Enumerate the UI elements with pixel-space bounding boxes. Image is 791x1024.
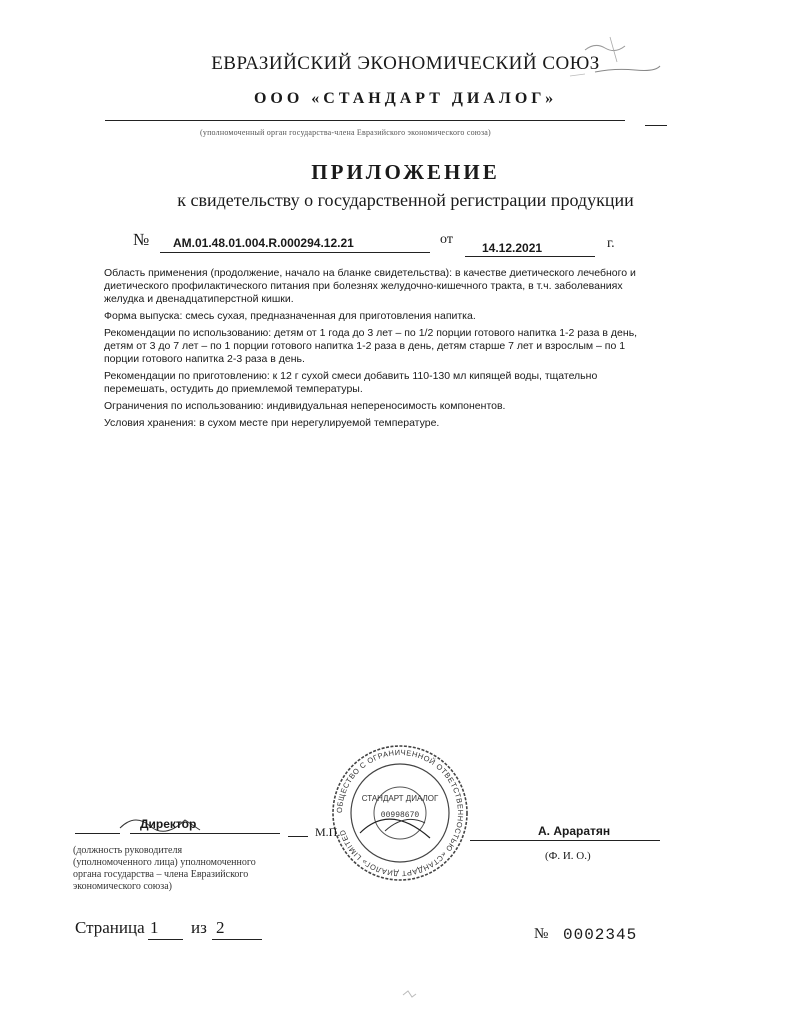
company-name: ООО «СТАНДАРТ ДИАЛОГ» — [253, 90, 558, 107]
seal-center-text: СТАНДАРТ ДИАЛОГ — [361, 794, 439, 803]
header-rule-left — [105, 120, 215, 121]
registration-number-rule — [160, 252, 430, 253]
position-caption-line-4: экономического союза) — [73, 881, 172, 892]
appendix-body — [104, 267, 649, 434]
signatory-name: А. Араратян — [538, 824, 611, 838]
union-heading: ЕВРАЗИЙСКИЙ ЭКОНОМИЧЕСКИЙ СОЮЗ — [211, 53, 600, 74]
issuing-body-caption: (уполномоченный орган государства-члена Евразийского экономического союза) — [200, 128, 491, 137]
page-of-label: из — [191, 918, 207, 937]
scan-smudge — [400, 985, 420, 1005]
fio-caption: (Ф. И. О.) — [545, 850, 591, 862]
year-suffix: г. — [607, 236, 615, 251]
official-seal — [330, 743, 470, 883]
registration-number: AM.01.48.01.004.R.000294.12.21 — [173, 236, 354, 250]
page-current: 1 — [150, 918, 159, 937]
registration-date-rule — [465, 256, 595, 257]
page-total: 2 — [216, 918, 225, 937]
preparation-paragraph: Рекомендации по приготовлению: к 12 г сухой смеси добавить 110-130 мл кипящей воды, тщательно перемешать, остудить до приемлемой температуры. — [104, 370, 598, 395]
page-label: Страница — [75, 918, 145, 937]
date-from-label: от — [440, 232, 453, 247]
form-paragraph: Форма выпуска: смесь сухая, предназначенная для приготовления напитка. — [104, 310, 476, 322]
serial-number: 0002345 — [563, 926, 638, 944]
registration-date: 14.12.2021 — [482, 241, 543, 255]
page-current-rule — [148, 939, 183, 940]
usage-paragraph: Рекомендации по использованию: детям от 1 года до 3 лет – по 1/2 порции готового напитка 1-2 раза в день, детям от 3 до 7 лет – по 1 порции готового напитка 1-2 раза в день, детям старше 7 лет и взрослым – по 1 порции готового напитка 2-3 раза в день. — [104, 327, 638, 365]
seal-code: 00998670 — [380, 811, 420, 820]
document-subtitle: к свидетельству о государственной регистрации продукции — [177, 190, 634, 210]
storage-paragraph: Условия хранения: в сухом месте при нерегулируемой температуре. — [104, 417, 440, 429]
name-rule — [470, 840, 660, 841]
header-rule-main — [215, 120, 625, 121]
document-title: ПРИЛОЖЕНИЕ — [311, 160, 500, 184]
stamp-place-label: М.П. — [315, 825, 341, 839]
restrictions-paragraph: Ограничения по использованию: индивидуальная непереносимость компонентов. — [104, 400, 506, 412]
page-total-rule — [212, 939, 262, 940]
scope-paragraph: Область применения (продолжение, начало на бланке свидетельства): в качестве диетического лечебного и диетического профилактического питания при болезнях желудочно-кишечного тракта, в т.ч. заболеваниях желудка и двенадцатиперстной кишки. — [104, 267, 636, 305]
position-caption-line-1: (должность руководителя — [73, 845, 183, 856]
position-rule — [130, 833, 280, 834]
signature-rule — [288, 836, 308, 837]
seal-outer-text: ОБЩЕСТВО С ОГРАНИЧЕННОЙ ОТВЕТСТВЕННОСТЬЮ «СТАНДАРТ ДИАЛОГ» LIMITED — [334, 747, 466, 879]
number-sign: № — [133, 230, 150, 249]
position-caption-line-3: органа государства – члена Евразийского — [73, 869, 249, 880]
serial-number-sign: № — [534, 926, 549, 942]
position-caption-line-2: (уполномоченного лица) уполномоченного — [73, 857, 256, 868]
position-rule-left — [75, 833, 120, 834]
signatory-position: Директор — [140, 817, 197, 831]
position-caption — [73, 845, 323, 893]
header-rule-right — [645, 125, 667, 126]
